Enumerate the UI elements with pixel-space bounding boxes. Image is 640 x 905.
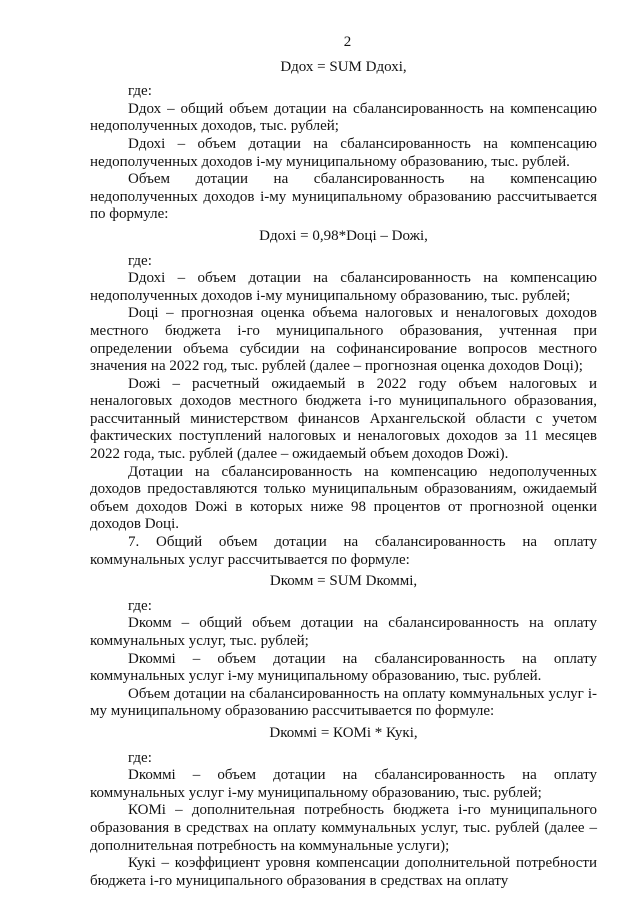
body-paragraph: Объем дотации на сбалансированность на компенсацию недополученных доходов i-му муниципальному образованию рассчитывается по формуле: [90, 171, 597, 223]
formula-utility-subsidy-i: Dкоммi = КОМi * Кукi, [269, 724, 418, 741]
where-label: где: [128, 597, 152, 614]
where-label: где: [128, 252, 152, 269]
where-label: где: [128, 749, 152, 766]
definition-paragraph: КОМi – дополнительная потребность бюджета i-го муниципального образования в средствах на оплату коммунальных услуг, тыс. рублей (далее – дополнительная потребность на коммунальные услуги); [90, 802, 597, 854]
body-paragraph: 7. Общий объем дотации на сбалансированность на оплату коммунальных услуг рассчитывается по формуле: [90, 534, 597, 568]
body-paragraph: Дотации на сбалансированность на компенсацию недополученных доходов предоставляются только муниципальным образованиям, ожидаемый объем доходов Dожi в которых ниже 98 процентов от прогнозной оценки доходов Dоцi. [90, 463, 597, 533]
definition-paragraph: Dдох – общий объем дотации на сбалансированность на компенсацию недополученных доходов, тыс. рублей; [90, 100, 597, 135]
definition-paragraph: Dдохi – объем дотации на сбалансированность на компенсацию недополученных доходов i-му муниципальному образованию, тыс. рублей; [90, 270, 597, 304]
where-label: где: [128, 83, 152, 100]
formula-total-utility-subsidy: Dкомм = SUM Dкоммi, [269, 573, 418, 590]
page-number: 2 [343, 34, 352, 50]
definition-paragraph: Dкомм – общий объем дотации на сбалансированность на оплату коммунальных услуг, тыс. рублей; [90, 615, 597, 649]
document-page [90, 34, 597, 890]
definition-paragraph: Dожi – расчетный ожидаемый в 2022 году объем налоговых и неналоговых доходов местного бюджета i-го муниципального образования, рассчитанный министерством финансов Архангельской области с учетом фактических поступлений налоговых и неналоговых доходов за 11 месяцев 2022 года, тыс. рублей (далее – ожидаемый объем доходов Dожi). [90, 375, 597, 463]
definition-paragraph: Dоцi – прогнозная оценка объема налоговых и неналоговых доходов местного бюджета i-го муниципального образования, учтенная при определении объема субсидии на софинансирование вопросов местного значения на 2022 год, тыс. рублей (далее – прогнозная оценка доходов Dоцi); [90, 305, 597, 375]
definition-paragraph: Кукi – коэффициент уровня компенсации дополнительной потребности бюджета i-го муниципального образования в средствах на оплату [90, 855, 597, 889]
definition-paragraph: Dдохi – объем дотации на сбалансированность на компенсацию недополученных доходов i-му муниципальному образованию, тыс. рублей. [90, 135, 597, 170]
body-paragraph: Объем дотации на сбалансированность на оплату коммунальных услуг i-му муниципальному образованию рассчитывается по формуле: [90, 685, 597, 720]
formula-total-income-subsidy: Dдох = SUM Dдохi, [280, 58, 407, 75]
definition-paragraph: Dкоммi – объем дотации на сбалансированность на оплату коммунальных услуг i-му муниципальному образованию, тыс. рублей; [90, 767, 597, 801]
definition-paragraph: Dкоммi – объем дотации на сбалансированность на оплату коммунальных услуг i-му муниципальному образованию, тыс. рублей. [90, 650, 597, 685]
formula-income-subsidy-i: Dдохi = 0,98*Dоцi – Dожi, [259, 227, 428, 244]
